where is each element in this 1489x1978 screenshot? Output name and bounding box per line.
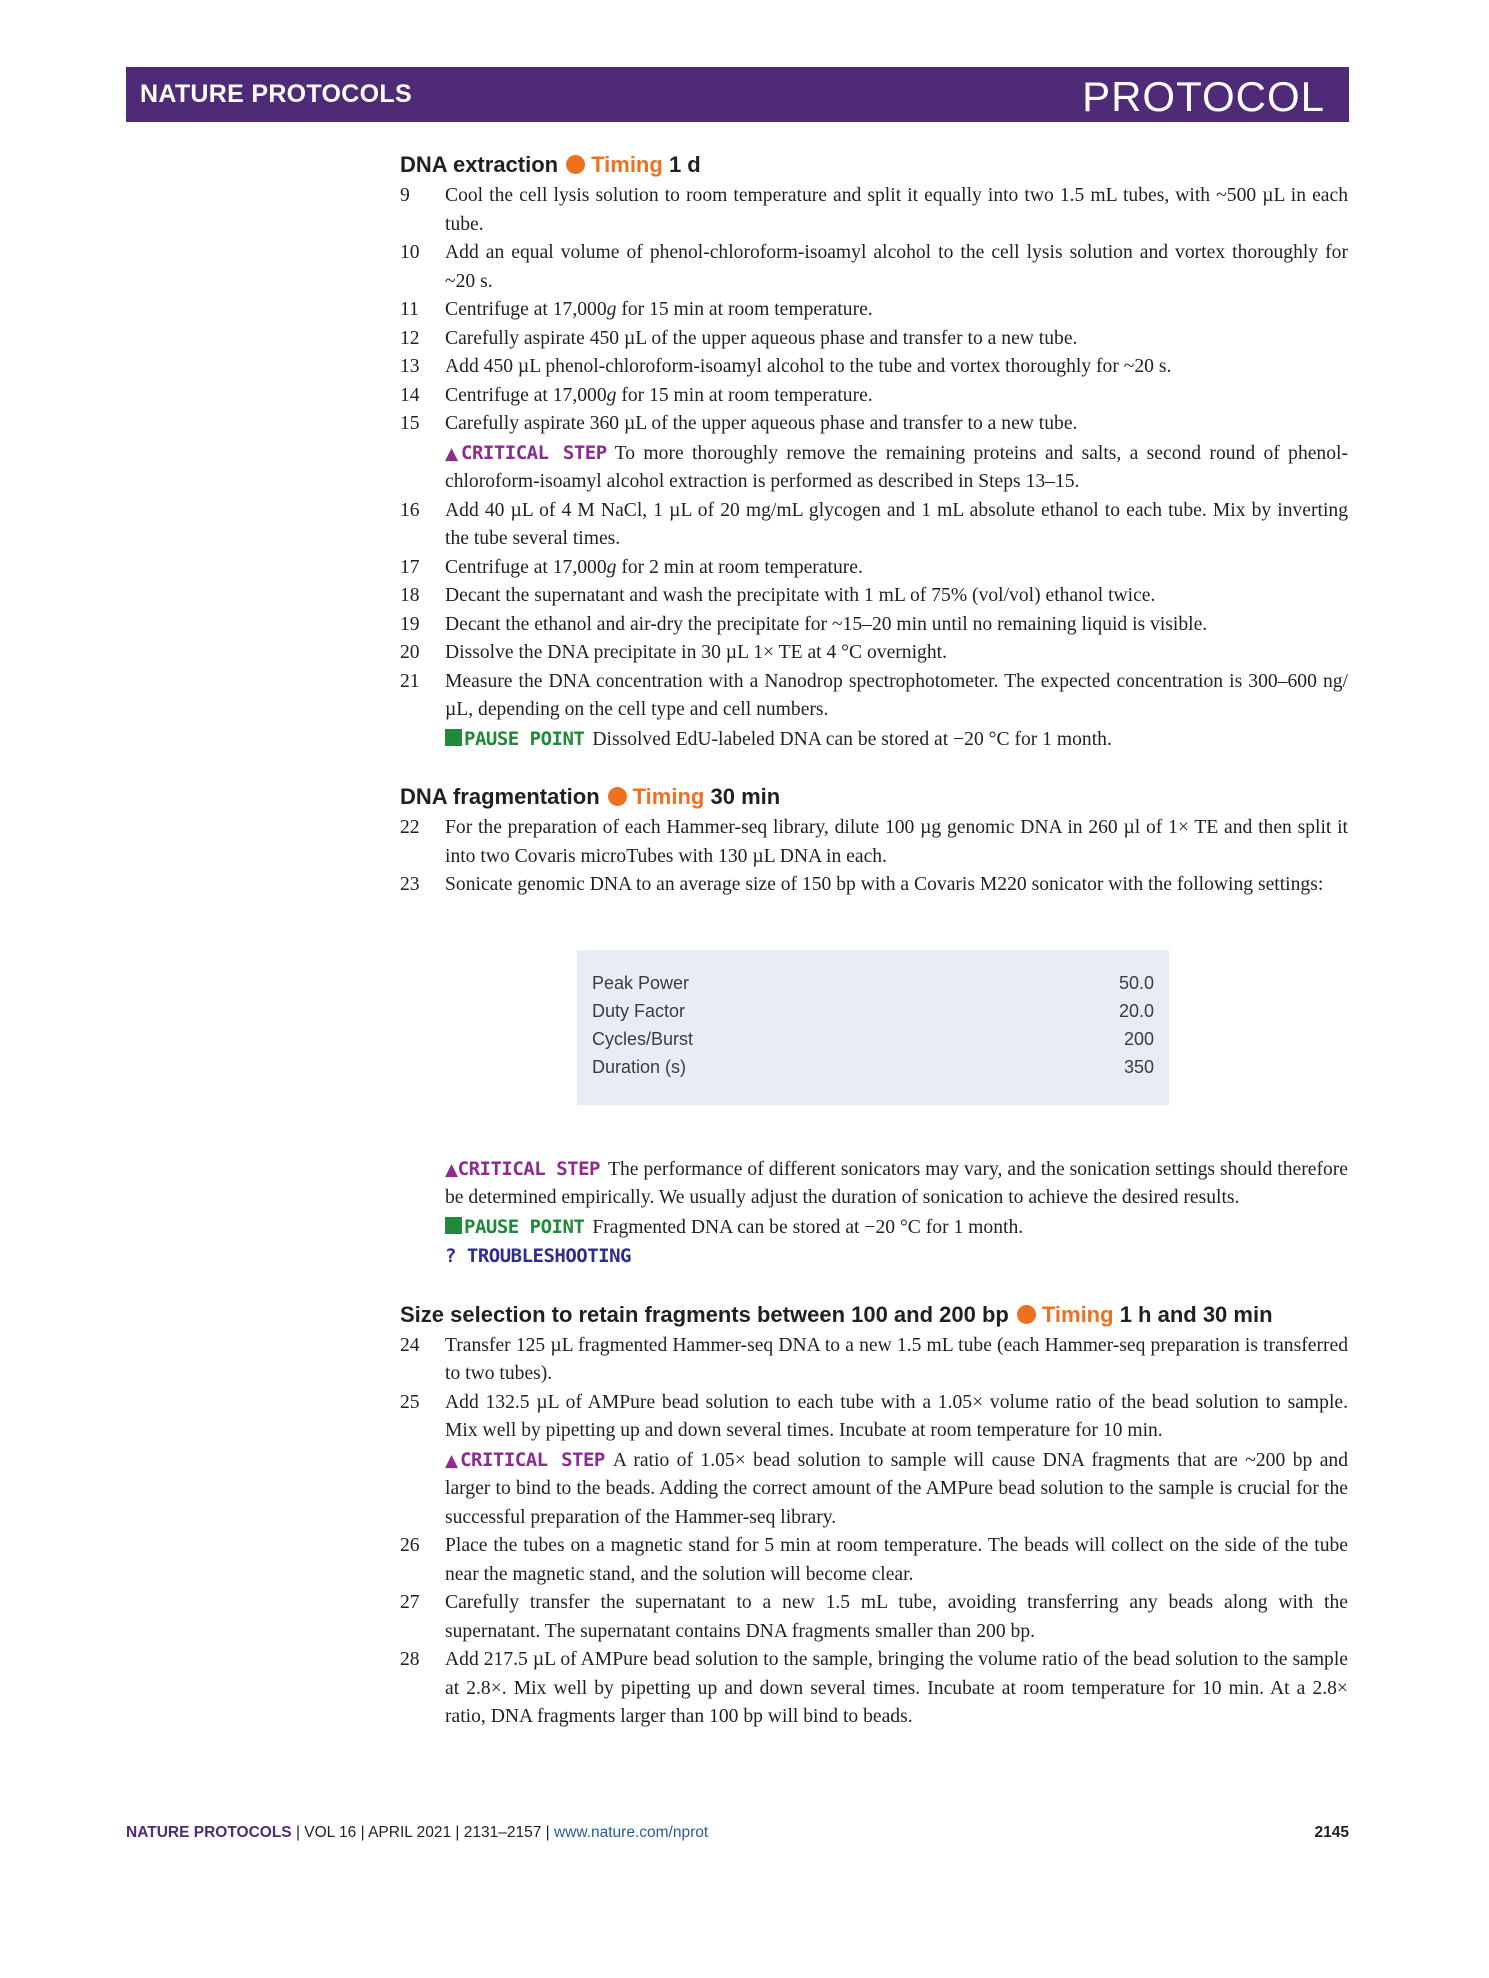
troubleshooting-link[interactable] [400,1242,1348,1272]
step-number: 23 [400,874,420,895]
step-text: Add 450 µL phenol-chloroform-isoamyl alcohol to the tube and vortex thoroughly for ~20 s. [445,356,1172,377]
sonicator-settings-table [577,950,1169,1105]
pause-point-label: PAUSE POINT [464,727,585,750]
g-force-unit: g [606,384,617,406]
setting-value: 50.0 [1118,972,1154,993]
steps-list-extraction [400,182,1348,439]
step-number: 12 [400,327,420,349]
step-26 [400,1532,1348,1589]
warning-triangle-icon: ▲ [445,443,462,464]
step-number: 19 [400,613,420,635]
critical-step-note [400,1446,1348,1533]
note-text: Fragmented DNA can be stored at −20 °C for 1 month. [592,1216,1024,1238]
setting-value: 200 [1123,1028,1154,1049]
section-heading-fragmentation [400,780,1348,814]
pause-square-icon [445,1217,462,1234]
critical-step-tag [445,1158,600,1180]
step-text: For the preparation of each Hammer-seq library, dilute 100 µg genomic DNA in 260 µl of 1× TE and then split it into two Covaris microTubes with 130 µL DNA in each. [445,817,1348,867]
setting-value: 350 [1123,1056,1154,1077]
critical-step-note [400,1155,1348,1213]
pause-point-tag [445,1216,584,1238]
setting-label: Cycles/Burst [592,1028,694,1049]
step-number: 9 [400,185,410,206]
step-text: Carefully transfer the supernatant to a new 1.5 mL tube, avoiding transferring any beads along with the supernatant. The supernatant contains DNA fragments smaller than 200 bp. [445,1592,1348,1642]
step-text: for 15 min at room temperature. [616,299,873,320]
step-text: Centrifuge at 17,000 [445,384,607,406]
timing-label: Timing [1041,1301,1114,1327]
pause-point-label: PAUSE POINT [464,1215,585,1238]
step-20 [400,639,1348,668]
step-text: Dissolve the DNA precipitate in 30 µL 1× TE at 4 °C overnight. [445,642,947,663]
step-number: 16 [400,499,420,521]
step-number: 20 [400,642,420,663]
step-text: Decant the supernatant and wash the precipitate with 1 mL of 75% (vol/vol) ethanol twice. [445,585,1156,606]
g-force-unit: g [606,299,617,320]
step-27 [400,1589,1348,1646]
setting-label: Duration (s) [592,1056,687,1077]
troubleshooting-label[interactable]: ? TROUBLESHOOTING [445,1245,631,1267]
note-text: The performance of different sonicators may vary, and the sonication settings should therefore be determined empirically. We usually adjust the duration of sonication to achieve the desired results. [445,1158,1348,1208]
note-text: A ratio of 1.05× bead solution to sample will cause DNA fragments that are ~200 bp and larger to bind to the beads. Adding the correct amount of the AMPure bead solution to the sample is crucial for the successful preparation of the Hammer-seq library. [445,1449,1348,1528]
note-text: To more thoroughly remove the remaining proteins and salts, a second round of phenol-chloroform-isoamyl alcohol extraction is performed as described in Steps 13–15. [445,442,1348,492]
step-text: for 15 min at room temperature. [616,384,873,406]
setting-value: 20.0 [1118,1000,1154,1021]
step-text: Place the tubes on a magnetic stand for 5 min at room temperature. The beads will collect on the side of the tube near the magnetic stand, and the solution will become clear. [445,1535,1348,1585]
steps-list-extraction-cont [400,497,1348,725]
section-title: DNA extraction [400,152,559,177]
step-text: Carefully aspirate 450 µL of the upper aqueous phase and transfer to a new tube. [445,327,1078,349]
step-22 [400,814,1348,871]
settings-row [592,1029,1154,1057]
step-number: 28 [400,1649,420,1670]
step-11 [400,296,1348,325]
timing-label: Timing [591,152,663,177]
critical-step-tag [445,1449,605,1471]
setting-label: Duty Factor [592,1000,686,1021]
g-force-unit: g [606,556,617,578]
step-14 [400,382,1348,411]
footer-date: APRIL 2021 [368,1824,452,1841]
page-content [400,148,1348,1732]
pause-point-tag [445,728,584,750]
step-number: 11 [400,299,419,320]
journal-header [126,67,1349,122]
step-13 [400,353,1348,382]
note-text: Dissolved EdU-labeled DNA can be stored at −20 °C for 1 month. [592,728,1112,750]
step-number: 14 [400,384,420,406]
step-number: 26 [400,1535,420,1556]
journal-name: NATURE PROTOCOLS [140,80,412,108]
step-text: Carefully aspirate 360 µL of the upper aqueous phase and transfer to a new tube. [445,413,1078,434]
step-text: Centrifuge at 17,000 [445,299,607,320]
section-title: Size selection to retain fragments between 100 and 200 bp [400,1301,1009,1327]
step-25 [400,1389,1348,1446]
warning-triangle-icon: ▲ [445,1159,458,1180]
step-17 [400,554,1348,583]
page-number: 2145 [1314,1824,1349,1841]
step-number: 10 [400,242,420,263]
pause-square-icon [445,729,462,746]
footer-pages: 2131–2157 [463,1824,542,1841]
step-text: Centrifuge at 17,000 [445,556,607,578]
settings-row [592,973,1154,1001]
step-number: 27 [400,1592,420,1613]
step-9 [400,182,1348,239]
step-text: Cool the cell lysis solution to room temperature and split it equally into two 1.5 mL tubes, with ~500 µL in each tube. [445,185,1348,235]
step-24 [400,1332,1348,1389]
steps-list-size-selection-cont [400,1532,1348,1732]
critical-step-note [400,439,1348,497]
step-23 [400,871,1348,900]
page-footer: NATURE PROTOCOLS | VOL 16 | APRIL 2021 | 2131–2157 | www.nature.com/nprot 2145 [126,1824,1349,1841]
timing-value: 1 h and 30 min [1119,1301,1273,1327]
timing-value: 1 d [668,152,701,177]
article-type: PROTOCOL [1082,73,1325,120]
step-text: Sonicate genomic DNA to an average size of 150 bp with a Covaris M220 sonicator with the following settings: [445,874,1324,895]
step-text: for 2 min at room temperature. [616,556,863,578]
settings-row [592,1057,1154,1085]
timing-label: Timing [632,784,705,809]
critical-step-tag [445,442,607,464]
step-18 [400,582,1348,611]
settings-row [592,1001,1154,1029]
step-number: 25 [400,1391,420,1413]
step-number: 17 [400,556,420,578]
settings-block [400,900,1348,1155]
step-text: Transfer 125 µL fragmented Hammer-seq DNA to a new 1.5 mL tube (each Hammer-seq preparation is transferred to two tubes). [445,1334,1348,1384]
footer-volume: VOL 16 [304,1824,357,1841]
step-number: 22 [400,817,420,838]
steps-list-fragmentation [400,814,1348,900]
step-21 [400,668,1348,725]
step-19 [400,611,1348,640]
section-title: DNA fragmentation [400,784,600,809]
critical-step-label: CRITICAL STEP [461,441,607,464]
step-text: Add 132.5 µL of AMPure bead solution to each tube with a 1.05× volume ratio of the bead solution to sample. Mix well by pipetting up and down several times. Incubate at room temperature for 10 min. [445,1391,1348,1441]
step-text: Add 217.5 µL of AMPure bead solution to the sample, bringing the volume ratio of the bead solution to the sample at 2.8×. Mix well by pipetting up and down several times. Incubate at room temperature for 10 min. At a 2.8× ratio, DNA fragments larger than 100 bp will bind to beads. [445,1649,1348,1727]
pause-point-note [400,725,1348,755]
timing-value: 30 min [710,784,781,809]
step-15 [400,410,1348,439]
timing-dot-icon [608,787,627,806]
step-10 [400,239,1348,296]
step-text: Decant the ethanol and air-dry the precipitate for ~15–20 min until no remaining liquid is visible. [445,613,1208,635]
steps-list-size-selection [400,1332,1348,1446]
section-heading-size-selection [400,1298,1348,1332]
step-12 [400,325,1348,354]
timing-dot-icon [566,155,585,174]
step-text: Add an equal volume of phenol-chloroform-isoamyl alcohol to the cell lysis solution and vortex thoroughly for ~20 s. [445,242,1348,292]
step-text: Measure the DNA concentration with a Nanodrop spectrophotometer. The expected concentration is 300–600 ng/µL, depending on the cell type and cell numbers. [445,670,1348,720]
step-16 [400,497,1348,554]
timing-dot-icon [1017,1305,1036,1324]
warning-triangle-icon: ▲ [445,1450,461,1471]
step-number: 15 [400,413,420,434]
critical-step-label: CRITICAL STEP [457,1157,600,1180]
step-28 [400,1646,1348,1732]
step-number: 18 [400,585,420,606]
footer-url-link[interactable]: www.nature.com/nprot [553,1824,709,1841]
setting-label: Peak Power [592,972,690,993]
step-text: Add 40 µL of 4 M NaCl, 1 µL of 20 mg/mL glycogen and 1 mL absolute ethanol to each tube. Mix by inverting the tube several times. [445,499,1348,549]
step-number: 13 [400,356,420,377]
critical-step-label: CRITICAL STEP [460,1448,605,1471]
step-number: 21 [400,670,420,692]
footer-journal: NATURE PROTOCOLS [126,1824,292,1841]
step-number: 24 [400,1334,420,1356]
pause-point-note [400,1213,1348,1243]
section-heading-extraction [400,148,1348,182]
